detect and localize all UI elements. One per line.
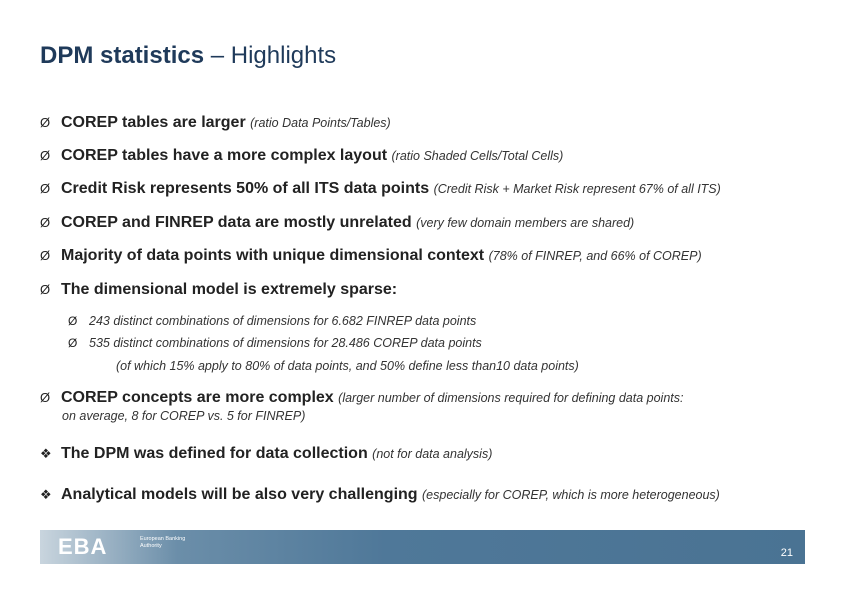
eba-logo: EBA [58,534,108,559]
bullet-note: (especially for COREP, which is more heterogeneous) [422,488,720,502]
arrow-bullet-icon: Ø [40,148,51,163]
arrow-bullet-icon: Ø [40,390,51,405]
bullet-main: Credit Risk represents 50% of all ITS data points [61,180,430,197]
bullet-main: COREP and FINREP data are mostly unrelated [61,214,412,231]
bullet-main: COREP tables have a more complex layout [61,147,388,164]
bullet-continuation: on average, 8 for COREP vs. 5 for FINREP) [62,409,306,423]
sub-bullet-text: 535 distinct combinations of dimensions for 28.486 COREP data points [89,336,482,350]
title-rest: – Highlights [204,42,337,69]
arrow-bullet-icon: Ø [40,181,51,196]
sub-bullet-item [68,314,476,328]
diamond-bullet-icon: ❖ [40,487,52,502]
bullet-item [40,147,563,165]
bullet-item [40,180,721,198]
bullet-main: The dimensional model is extremely sparse: [61,281,398,298]
bullet-item [40,214,634,232]
title-strong: DPM statistics [40,42,205,69]
page-number: 21 [780,547,793,559]
diamond-bullet-icon: ❖ [40,446,52,461]
sub-bullet-text: 243 distinct combinations of dimensions for 6.682 FINREP data points [89,314,477,328]
arrow-bullet-icon: Ø [68,314,78,328]
bullet-note: (larger number of dimensions required for defining data points: [338,391,684,405]
bullet-note: (ratio Shaded Cells/Total Cells) [391,149,564,163]
bullet-item [40,247,702,265]
bullet-item [40,281,397,299]
arrow-bullet-icon: Ø [40,248,51,263]
arrow-bullet-icon: Ø [68,336,78,350]
arrow-bullet-icon: Ø [40,282,51,297]
sub-bullet-item [68,336,482,350]
bullet-item [40,486,720,504]
bullet-note: (78% of FINREP, and 66% of COREP) [488,249,702,263]
page-title [40,42,336,70]
bullet-note: (ratio Data Points/Tables) [250,116,391,130]
bullet-main: The DPM was defined for data collection [61,445,368,462]
bullet-note: (very few domain members are shared) [416,216,635,230]
arrow-bullet-icon: Ø [40,215,51,230]
arrow-bullet-icon: Ø [40,115,51,130]
bullet-main: COREP tables are larger [61,114,246,131]
bullet-item [40,114,391,132]
bullet-note: (Credit Risk + Market Risk represent 67% of all ITS) [433,182,721,196]
bullet-note: (not for data analysis) [372,447,493,461]
bullet-item [40,389,684,407]
sub-bullet-note: (of which 15% apply to 80% of data points, and 50% define less than10 data points) [116,359,579,373]
bullet-main: Analytical models will be also very challenging [61,486,418,503]
bullet-main: Majority of data points with unique dimensional context [61,247,485,264]
footer-bar [40,530,805,564]
eba-logo-subtitle: European Banking Authority [140,536,186,549]
bullet-item [40,445,492,463]
bullet-main: COREP concepts are more complex [61,389,334,406]
